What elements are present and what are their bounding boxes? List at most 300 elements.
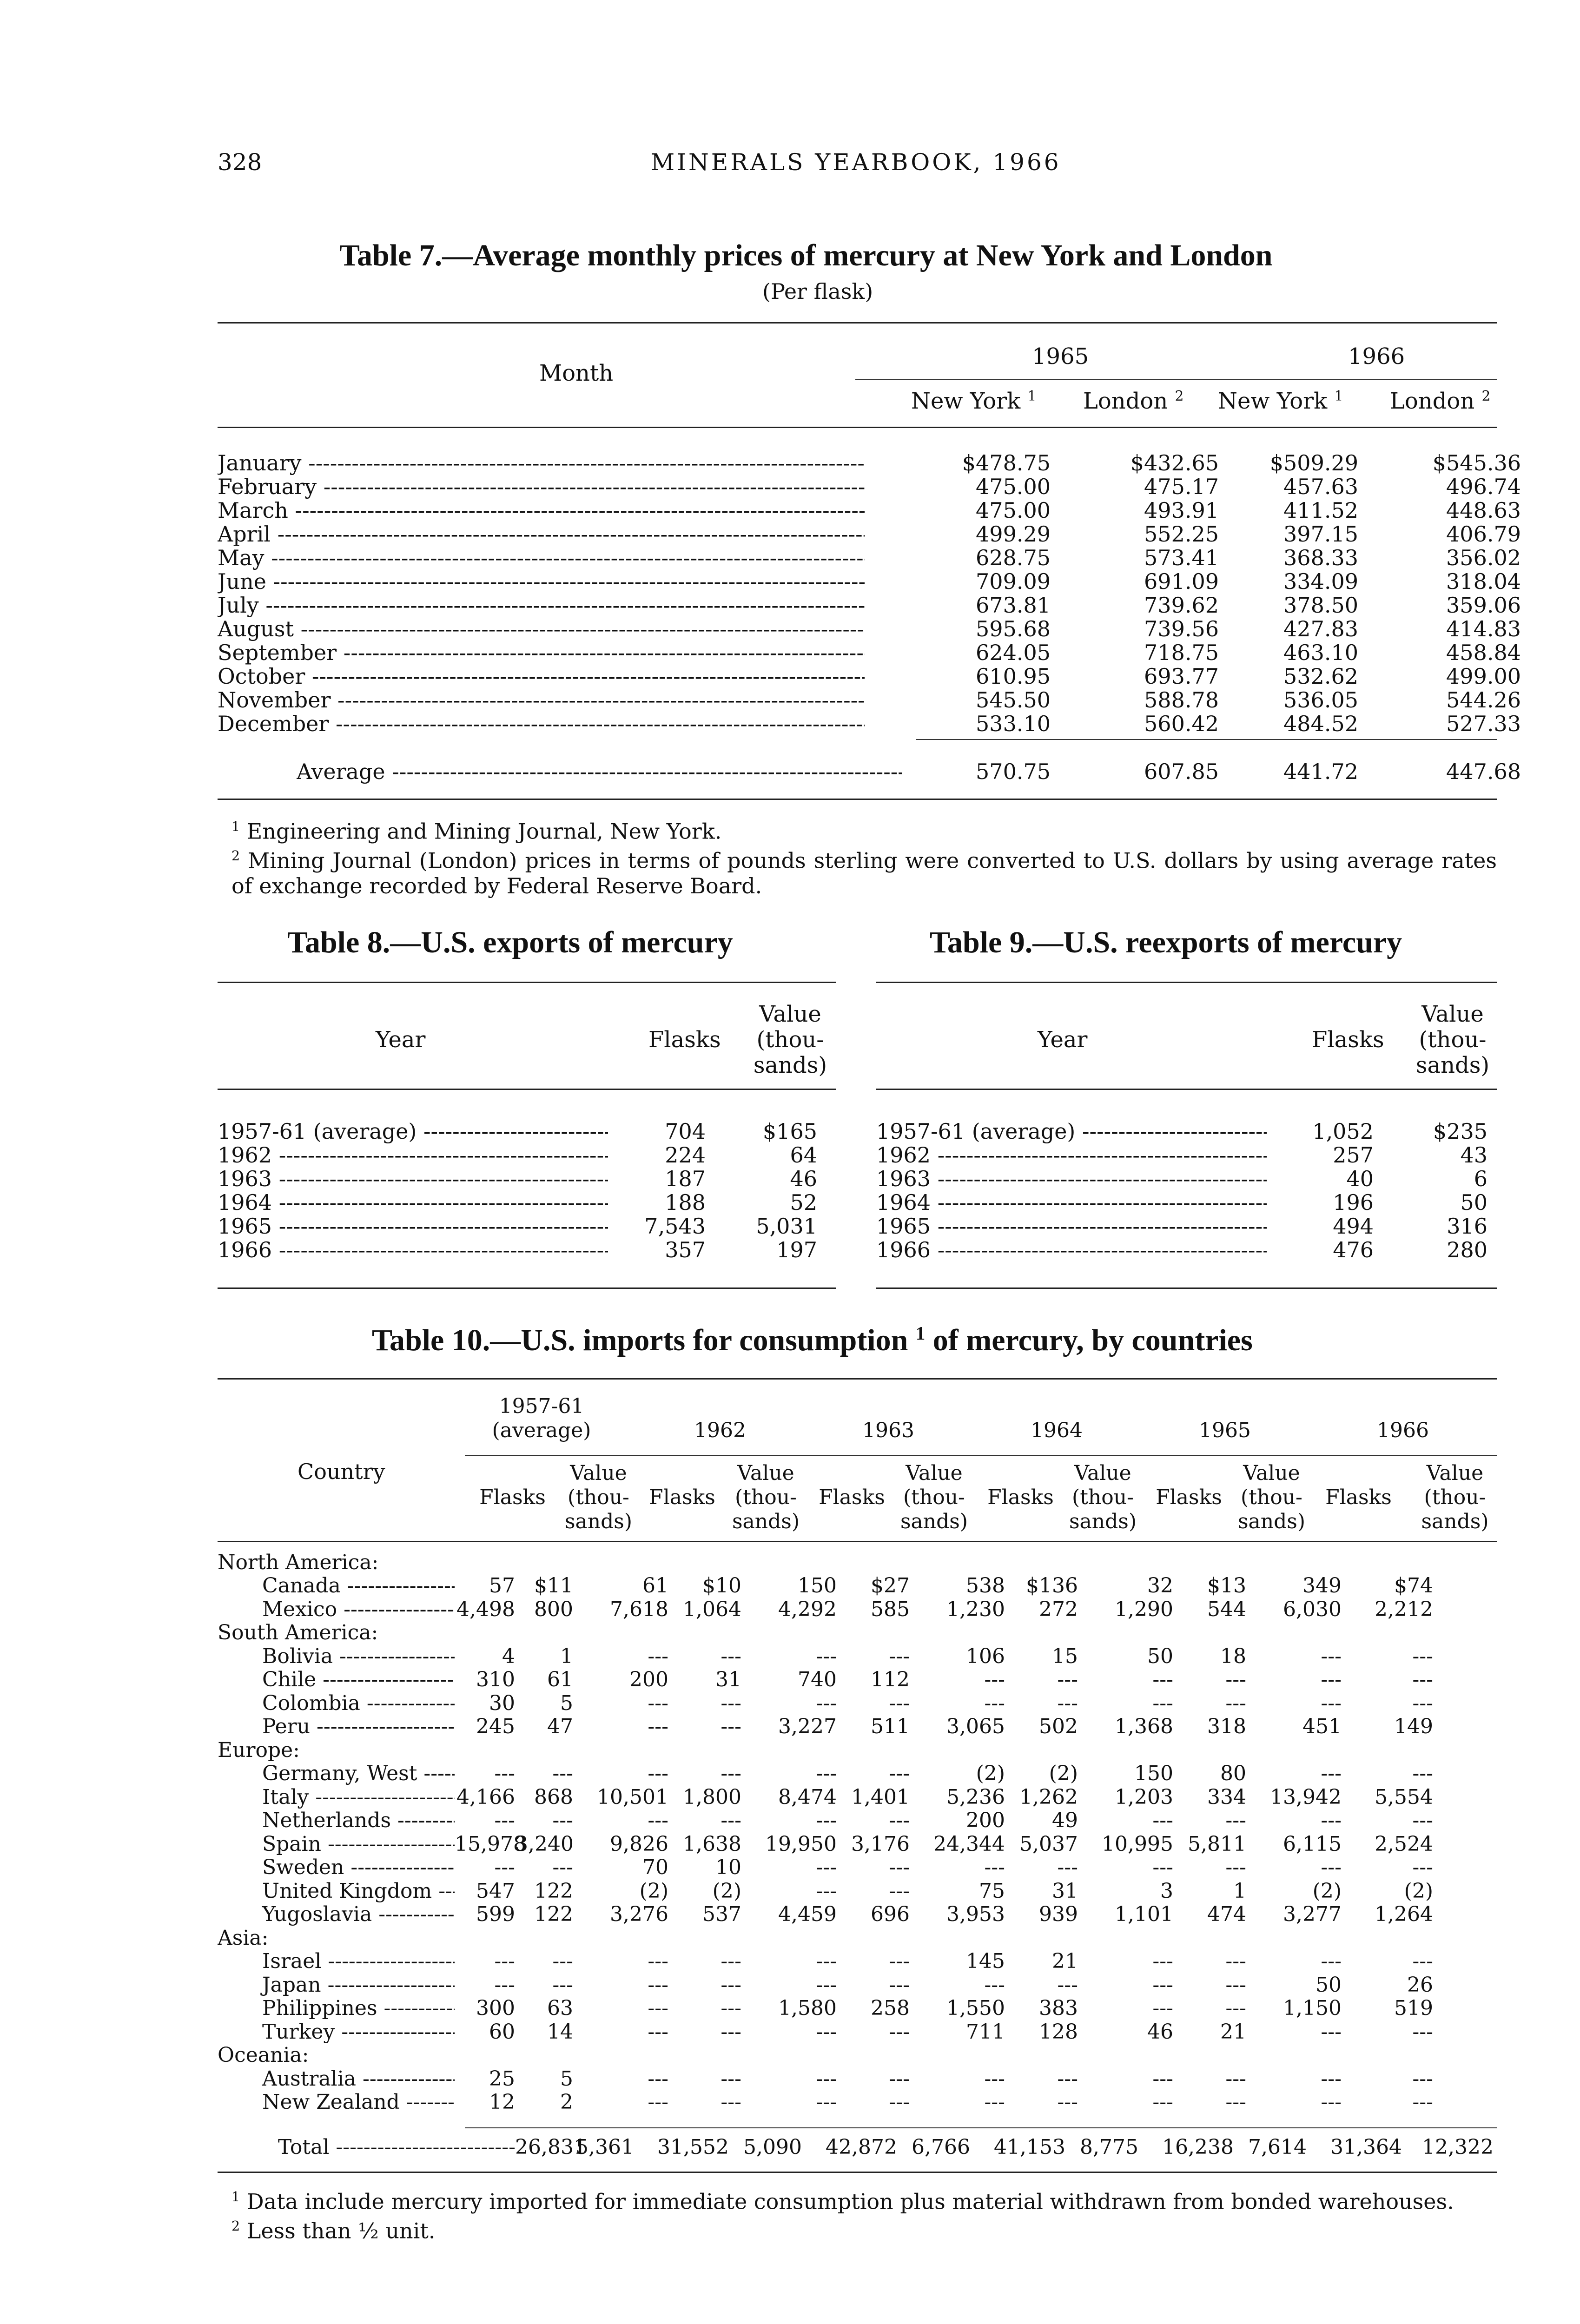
cell: 2,212 bbox=[1375, 1597, 1433, 1621]
row-label: November ----- bbox=[218, 687, 865, 713]
row-label: Yugoslavia ----- bbox=[218, 1902, 455, 1926]
cell: 1,203 bbox=[1115, 1785, 1173, 1809]
cell: $165 bbox=[762, 1118, 817, 1144]
table-row bbox=[218, 2067, 1433, 2091]
cell: --- bbox=[889, 1973, 910, 1997]
table10-sum-rule bbox=[465, 2127, 1497, 2128]
cell: --- bbox=[1412, 1762, 1433, 1786]
table-group-row bbox=[218, 1926, 1433, 1950]
cell: --- bbox=[552, 1809, 573, 1833]
cell: 63 bbox=[547, 1996, 573, 2020]
cell: --- bbox=[1057, 1668, 1078, 1692]
table8-header-rule bbox=[218, 1089, 836, 1090]
row-label: Europe: bbox=[218, 1738, 300, 1762]
cell: --- bbox=[1152, 1996, 1173, 2020]
row-label: September ----- bbox=[218, 640, 865, 665]
cell: --- bbox=[816, 1949, 837, 1974]
cell: --- bbox=[1321, 1644, 1342, 1668]
cell: 739.62 bbox=[1144, 592, 1219, 618]
cell: 499.29 bbox=[976, 521, 1051, 547]
row-label: Sweden ----- bbox=[218, 1855, 455, 1879]
table7-footnotes bbox=[218, 814, 1497, 898]
cell: 3,176 bbox=[851, 1832, 910, 1856]
cell: 475.17 bbox=[1144, 474, 1219, 499]
cell: 5,554 bbox=[1375, 1785, 1433, 1809]
cell: --- bbox=[889, 1644, 910, 1668]
table10-col-country: Country bbox=[297, 1459, 385, 1484]
cell: 588.78 bbox=[1144, 687, 1219, 713]
cell: 4 bbox=[502, 1644, 515, 1668]
cell: 868 bbox=[534, 1785, 573, 1809]
cell: 21 bbox=[1220, 2020, 1246, 2044]
cell: 257 bbox=[1333, 1142, 1374, 1168]
cell: --- bbox=[1225, 1855, 1246, 1880]
cell: 538 bbox=[966, 1574, 1005, 1598]
table10-col-flasks: Flasks bbox=[987, 1486, 1054, 1509]
table-row bbox=[218, 1785, 1433, 1809]
cell: --- bbox=[984, 1973, 1005, 1997]
cell: --- bbox=[1321, 2090, 1342, 2114]
cell: 1 bbox=[1233, 1879, 1246, 1903]
cell: --- bbox=[816, 2090, 837, 2114]
cell: 318.04 bbox=[1446, 568, 1521, 594]
cell: 188 bbox=[665, 1189, 706, 1215]
cell: $13 bbox=[1207, 1574, 1246, 1598]
table-group-row bbox=[218, 1551, 1433, 1574]
table-row bbox=[218, 1668, 1433, 1692]
cell: --- bbox=[648, 2067, 668, 2091]
cell: 610.95 bbox=[976, 663, 1051, 689]
cell: $432.65 bbox=[1130, 450, 1219, 475]
cell: --- bbox=[889, 1762, 910, 1786]
cell: 43 bbox=[1460, 1142, 1487, 1168]
cell: 711 bbox=[966, 2020, 1005, 2044]
cell: 475.00 bbox=[976, 474, 1051, 499]
table-row bbox=[218, 1691, 1433, 1715]
cell: 356.02 bbox=[1446, 545, 1521, 570]
cell: 383 bbox=[1039, 1996, 1078, 2020]
cell: 5,236 bbox=[946, 1785, 1005, 1809]
cell: 499.00 bbox=[1446, 663, 1521, 689]
cell: 5 bbox=[560, 1691, 573, 1715]
cell: 47 bbox=[547, 1715, 573, 1739]
cell: $10 bbox=[702, 1574, 741, 1598]
cell: 448.63 bbox=[1446, 497, 1521, 523]
cell: 31,552 bbox=[657, 2135, 729, 2159]
cell: 5,811 bbox=[1188, 1832, 1246, 1856]
cell: 7,543 bbox=[644, 1213, 706, 1239]
cell: 145 bbox=[966, 1949, 1005, 1974]
cell: 5 bbox=[560, 2067, 573, 2091]
row-label: North America: bbox=[218, 1550, 379, 1574]
table-row bbox=[218, 451, 1521, 475]
cell: 6,115 bbox=[1283, 1832, 1342, 1856]
cell: --- bbox=[1321, 1809, 1342, 1833]
table-row bbox=[218, 1832, 1433, 1856]
cell: 357 bbox=[665, 1237, 706, 1262]
cell: (2) bbox=[1049, 1762, 1078, 1786]
cell: --- bbox=[721, 2020, 741, 2044]
table-row bbox=[876, 1238, 1487, 1261]
cell: 573.41 bbox=[1144, 545, 1219, 570]
table9-header-rule bbox=[876, 1089, 1497, 1090]
cell: --- bbox=[1152, 1691, 1173, 1715]
table-row bbox=[218, 1238, 817, 1261]
cell: 545.50 bbox=[976, 687, 1051, 713]
cell: $27 bbox=[871, 1574, 910, 1598]
cell: 187 bbox=[665, 1166, 706, 1191]
table-row bbox=[218, 1973, 1433, 1997]
table10-bottom-rule bbox=[218, 2172, 1497, 2173]
cell: 112 bbox=[871, 1668, 910, 1692]
table-row bbox=[218, 522, 1521, 546]
table7-title: Table 7.—Average monthly prices of mercury at New York and London bbox=[339, 238, 1273, 272]
cell: 560.42 bbox=[1144, 711, 1219, 736]
cell: 32 bbox=[1147, 1574, 1173, 1598]
cell: 1,150 bbox=[1283, 1996, 1342, 2020]
cell: 224 bbox=[665, 1142, 706, 1168]
table10-col-flasks: Flasks bbox=[479, 1486, 546, 1509]
table10-col-value: Value (thou- sands) bbox=[732, 1461, 800, 1533]
cell: --- bbox=[1152, 1949, 1173, 1974]
row-label: January ----- bbox=[218, 450, 865, 475]
cell: --- bbox=[1321, 1762, 1342, 1786]
table8-col-value: Value (thou- sands) bbox=[753, 1001, 827, 1079]
cell: --- bbox=[816, 1691, 837, 1715]
table-row bbox=[876, 1119, 1487, 1143]
cell: 12 bbox=[489, 2090, 515, 2114]
row-label: Total ----- bbox=[218, 2135, 515, 2159]
footnote: $^2$ Less than ½ unit. bbox=[231, 2218, 436, 2244]
table7-header-rule bbox=[218, 427, 1497, 428]
cell: --- bbox=[721, 1809, 741, 1833]
cell: --- bbox=[1225, 2090, 1246, 2114]
cell: 10,995 bbox=[1102, 1832, 1173, 1856]
cell: 368.33 bbox=[1283, 545, 1358, 570]
cell: --- bbox=[816, 2067, 837, 2091]
cell: --- bbox=[889, 1949, 910, 1974]
cell: 5,031 bbox=[756, 1213, 817, 1239]
table8-top-rule bbox=[218, 982, 836, 983]
cell: --- bbox=[1057, 1691, 1078, 1715]
cell: 12,322 bbox=[1422, 2135, 1494, 2159]
cell: 3 bbox=[1160, 1879, 1173, 1903]
cell: 704 bbox=[665, 1118, 706, 1144]
cell: --- bbox=[816, 1973, 837, 1997]
cell: 1 bbox=[560, 1644, 573, 1668]
cell: 2,524 bbox=[1375, 1832, 1433, 1856]
cell: 24,344 bbox=[933, 1832, 1005, 1856]
cell: 14 bbox=[547, 2020, 573, 2044]
cell: 196 bbox=[1333, 1189, 1374, 1215]
table-row bbox=[218, 1574, 1433, 1598]
cell: 30 bbox=[489, 1691, 515, 1715]
table8-body bbox=[218, 1119, 817, 1261]
cell: 4,498 bbox=[456, 1597, 515, 1621]
cell: 8,474 bbox=[778, 1785, 837, 1809]
cell: 628.75 bbox=[976, 545, 1051, 570]
cell: --- bbox=[648, 1809, 668, 1833]
table-row bbox=[876, 1190, 1487, 1214]
cell: --- bbox=[1412, 1691, 1433, 1715]
table-row bbox=[218, 1856, 1433, 1880]
cell: 475.00 bbox=[976, 497, 1051, 523]
cell: 300 bbox=[476, 1996, 515, 2020]
cell: --- bbox=[1225, 1996, 1246, 2020]
cell: 1,401 bbox=[851, 1785, 910, 1809]
cell: 519 bbox=[1394, 1996, 1433, 2020]
cell: 693.77 bbox=[1144, 663, 1219, 689]
row-label: 1957-61 (average) ----- bbox=[218, 1119, 608, 1144]
cell: 9,826 bbox=[610, 1832, 668, 1856]
row-label: United Kingdom ----- bbox=[218, 1879, 455, 1903]
table9-col-year: Year bbox=[1038, 1027, 1088, 1053]
cell: --- bbox=[889, 1879, 910, 1903]
cell: 1,290 bbox=[1115, 1597, 1173, 1621]
row-label: Bolivia ----- bbox=[218, 1644, 455, 1668]
cell: --- bbox=[1412, 1949, 1433, 1974]
cell: 800 bbox=[534, 1597, 573, 1621]
cell: --- bbox=[984, 1668, 1005, 1692]
table-row-total bbox=[218, 2135, 1494, 2159]
table10-col-flasks: Flasks bbox=[819, 1486, 885, 1509]
cell: 474 bbox=[1207, 1902, 1246, 1927]
cell: 414.83 bbox=[1446, 616, 1521, 641]
table7-col-london-1966: London $^2$ bbox=[1390, 388, 1491, 414]
cell: $11 bbox=[534, 1574, 573, 1598]
cell: (2) bbox=[1312, 1879, 1342, 1903]
cell: --- bbox=[1412, 1668, 1433, 1692]
cell: 50 bbox=[1147, 1644, 1173, 1668]
table-row bbox=[218, 1190, 817, 1214]
cell: --- bbox=[1412, 2020, 1433, 2044]
cell: --- bbox=[1412, 1855, 1433, 1880]
page-number: 328 bbox=[218, 149, 262, 176]
row-label: Peru ----- bbox=[218, 1715, 455, 1738]
cell: 378.50 bbox=[1283, 592, 1358, 618]
table10-col-value: Value (thou- sands) bbox=[1421, 1461, 1489, 1533]
cell: 1,368 bbox=[1115, 1715, 1173, 1739]
table7-sum-rule bbox=[916, 739, 1497, 740]
table-row bbox=[218, 475, 1521, 498]
row-label: Canada ----- bbox=[218, 1574, 455, 1598]
cell: --- bbox=[648, 2020, 668, 2044]
table7-col-london-1965: London $^2$ bbox=[1083, 388, 1184, 414]
table10-footnotes bbox=[218, 2185, 1497, 2244]
cell: 544.26 bbox=[1446, 687, 1521, 713]
cell: 624.05 bbox=[976, 640, 1051, 665]
cell: (2) bbox=[712, 1879, 741, 1903]
cell: --- bbox=[721, 1949, 741, 1974]
cell: 197 bbox=[776, 1237, 817, 1262]
row-label: December ----- bbox=[218, 711, 865, 736]
cell: 15 bbox=[1052, 1644, 1078, 1668]
row-label: 1957-61 (average) ----- bbox=[876, 1119, 1267, 1144]
table10-year-2: 1963 bbox=[862, 1419, 914, 1442]
cell: 1,262 bbox=[1019, 1785, 1078, 1809]
cell: 106 bbox=[966, 1644, 1005, 1668]
cell: 149 bbox=[1394, 1715, 1433, 1739]
table-row bbox=[218, 1879, 1433, 1903]
cell: --- bbox=[648, 1973, 668, 1997]
row-label: 1966 ----- bbox=[218, 1237, 608, 1262]
cell: 406.79 bbox=[1446, 521, 1521, 547]
cell: --- bbox=[984, 2067, 1005, 2091]
cell: 61 bbox=[642, 1574, 668, 1598]
row-label: Average ----- bbox=[297, 759, 902, 784]
table10-year-1: 1962 bbox=[694, 1419, 746, 1442]
table-row bbox=[876, 1167, 1487, 1190]
table7-bottom-rule bbox=[218, 799, 1497, 800]
table-row bbox=[218, 569, 1521, 593]
cell: --- bbox=[889, 2020, 910, 2044]
cell: --- bbox=[552, 1949, 573, 1974]
table7-year-1966: 1966 bbox=[1348, 343, 1405, 370]
cell: 8,775 bbox=[1080, 2135, 1138, 2159]
cell: 3,065 bbox=[946, 1715, 1005, 1739]
footnote: $^2$ Mining Journal (London) prices in terms of pounds sterling were converted to U.S. dollars by using average rates of exchange recorded by Federal Reserve Board. bbox=[231, 848, 1497, 898]
cell: 544 bbox=[1207, 1597, 1246, 1621]
row-label: Colombia ----- bbox=[218, 1691, 455, 1715]
cell: 6,766 bbox=[912, 2135, 970, 2159]
cell: 334.09 bbox=[1283, 568, 1358, 594]
cell: 122 bbox=[534, 1879, 573, 1903]
table-row bbox=[218, 1809, 1433, 1833]
cell: 359.06 bbox=[1446, 592, 1521, 618]
cell: 75 bbox=[979, 1879, 1005, 1903]
table7-average bbox=[218, 759, 1521, 783]
row-label: October ----- bbox=[218, 664, 865, 689]
table-row bbox=[218, 1762, 1433, 1786]
table8-col-flasks: Flasks bbox=[648, 1027, 721, 1053]
cell: --- bbox=[1152, 2067, 1173, 2091]
cell: 280 bbox=[1447, 1237, 1487, 1262]
table10-year-3: 1964 bbox=[1031, 1419, 1083, 1442]
row-label: Philippines ----- bbox=[218, 1996, 455, 2020]
cell: --- bbox=[816, 1855, 837, 1880]
cell: --- bbox=[1321, 1949, 1342, 1974]
cell: --- bbox=[552, 1762, 573, 1786]
cell: $136 bbox=[1026, 1574, 1078, 1598]
cell: 1,264 bbox=[1375, 1902, 1433, 1927]
table-row bbox=[218, 1598, 1433, 1621]
cell: 49 bbox=[1052, 1809, 1078, 1833]
cell: --- bbox=[816, 1762, 837, 1786]
cell: 458.84 bbox=[1446, 640, 1521, 665]
cell: 595.68 bbox=[976, 616, 1051, 641]
cell: --- bbox=[1412, 2090, 1433, 2114]
table-row bbox=[218, 617, 1521, 640]
table9-title: Table 9.—U.S. reexports of mercury bbox=[930, 925, 1402, 959]
cell: --- bbox=[984, 1691, 1005, 1715]
cell: --- bbox=[889, 2067, 910, 2091]
footnote: $^1$ Engineering and Mining Journal, New York. bbox=[231, 819, 722, 844]
row-label: Asia: bbox=[218, 1926, 269, 1950]
row-label: Germany, West ----- bbox=[218, 1762, 455, 1785]
row-label: Israel ----- bbox=[218, 1949, 455, 1973]
row-label: Mexico ----- bbox=[218, 1598, 455, 1621]
cell: 258 bbox=[871, 1996, 910, 2020]
cell: 494 bbox=[1333, 1213, 1374, 1239]
table10-year-0: 1957-61 (average) bbox=[492, 1394, 591, 1442]
cell: 3,227 bbox=[778, 1715, 837, 1739]
row-label: South America: bbox=[218, 1621, 378, 1645]
cell: --- bbox=[494, 1809, 515, 1833]
table7-month-header: Month bbox=[539, 360, 614, 386]
row-label: 1962 ----- bbox=[218, 1142, 608, 1168]
cell: 6 bbox=[1474, 1166, 1487, 1191]
cell: 18 bbox=[1220, 1644, 1246, 1668]
table-row bbox=[218, 664, 1521, 688]
table-row bbox=[218, 688, 1521, 712]
cell: --- bbox=[1057, 2090, 1078, 2114]
cell: 4,166 bbox=[456, 1785, 515, 1809]
cell: 16,238 bbox=[1162, 2135, 1234, 2159]
table-group-row bbox=[218, 1621, 1433, 1645]
cell: --- bbox=[721, 1762, 741, 1786]
table10-col-flasks: Flasks bbox=[1325, 1486, 1392, 1509]
row-label: New Zealand ----- bbox=[218, 2090, 455, 2114]
table10-total bbox=[218, 2135, 1494, 2159]
table7-year-1965: 1965 bbox=[1032, 343, 1089, 370]
cell: --- bbox=[1321, 1668, 1342, 1692]
cell: 451 bbox=[1302, 1715, 1342, 1739]
cell: --- bbox=[1321, 2067, 1342, 2091]
cell: 537 bbox=[702, 1902, 741, 1927]
table-row bbox=[218, 593, 1521, 617]
cell: 6,030 bbox=[1283, 1597, 1342, 1621]
cell: 3,953 bbox=[946, 1902, 1005, 1927]
cell: --- bbox=[648, 1644, 668, 1668]
table10-year-5: 1966 bbox=[1377, 1419, 1429, 1442]
cell: 1,064 bbox=[683, 1597, 741, 1621]
table10-title: Table 10.—U.S. imports for consumption $^1$ of mercury, by countries bbox=[372, 1323, 1253, 1357]
cell: 511 bbox=[871, 1715, 910, 1739]
cell: 40 bbox=[1346, 1166, 1374, 1191]
table-row bbox=[218, 1143, 817, 1167]
row-label: 1963 ----- bbox=[876, 1166, 1267, 1191]
cell: 527.33 bbox=[1446, 711, 1521, 736]
table10-col-value: Value (thou- sands) bbox=[1069, 1461, 1137, 1533]
row-label: June ----- bbox=[218, 569, 865, 594]
cell: 80 bbox=[1220, 1762, 1246, 1786]
cell: --- bbox=[1412, 2067, 1433, 2091]
cell: --- bbox=[1225, 2067, 1246, 2091]
cell: 496.74 bbox=[1446, 474, 1521, 499]
table8-bottom-rule bbox=[218, 1287, 836, 1289]
cell: 463.10 bbox=[1283, 640, 1358, 665]
row-label: 1965 ----- bbox=[218, 1214, 608, 1239]
cell: --- bbox=[1225, 1973, 1246, 1997]
table9-col-flasks: Flasks bbox=[1312, 1027, 1384, 1053]
cell: 552.25 bbox=[1144, 521, 1219, 547]
footnote: $^1$ Data include mercury imported for immediate consumption plus material withdrawn from bonded warehouses. bbox=[231, 2189, 1454, 2214]
cell: 536.05 bbox=[1283, 687, 1358, 713]
cell: 318 bbox=[1207, 1715, 1246, 1739]
cell: --- bbox=[889, 1809, 910, 1833]
table9-col-value: Value (thou- sands) bbox=[1415, 1001, 1490, 1079]
table8-col-year: Year bbox=[376, 1027, 426, 1053]
table7-top-rule bbox=[218, 322, 1497, 324]
cell: 70 bbox=[642, 1855, 668, 1880]
cell: --- bbox=[494, 1949, 515, 1974]
cell: 4,459 bbox=[778, 1902, 837, 1927]
table-row bbox=[218, 1644, 1433, 1668]
cell: 10 bbox=[715, 1855, 741, 1880]
table10-header-rule bbox=[218, 1541, 1497, 1542]
table10-col-value: Value (thou- sands) bbox=[564, 1461, 633, 1533]
cell: --- bbox=[889, 1855, 910, 1880]
